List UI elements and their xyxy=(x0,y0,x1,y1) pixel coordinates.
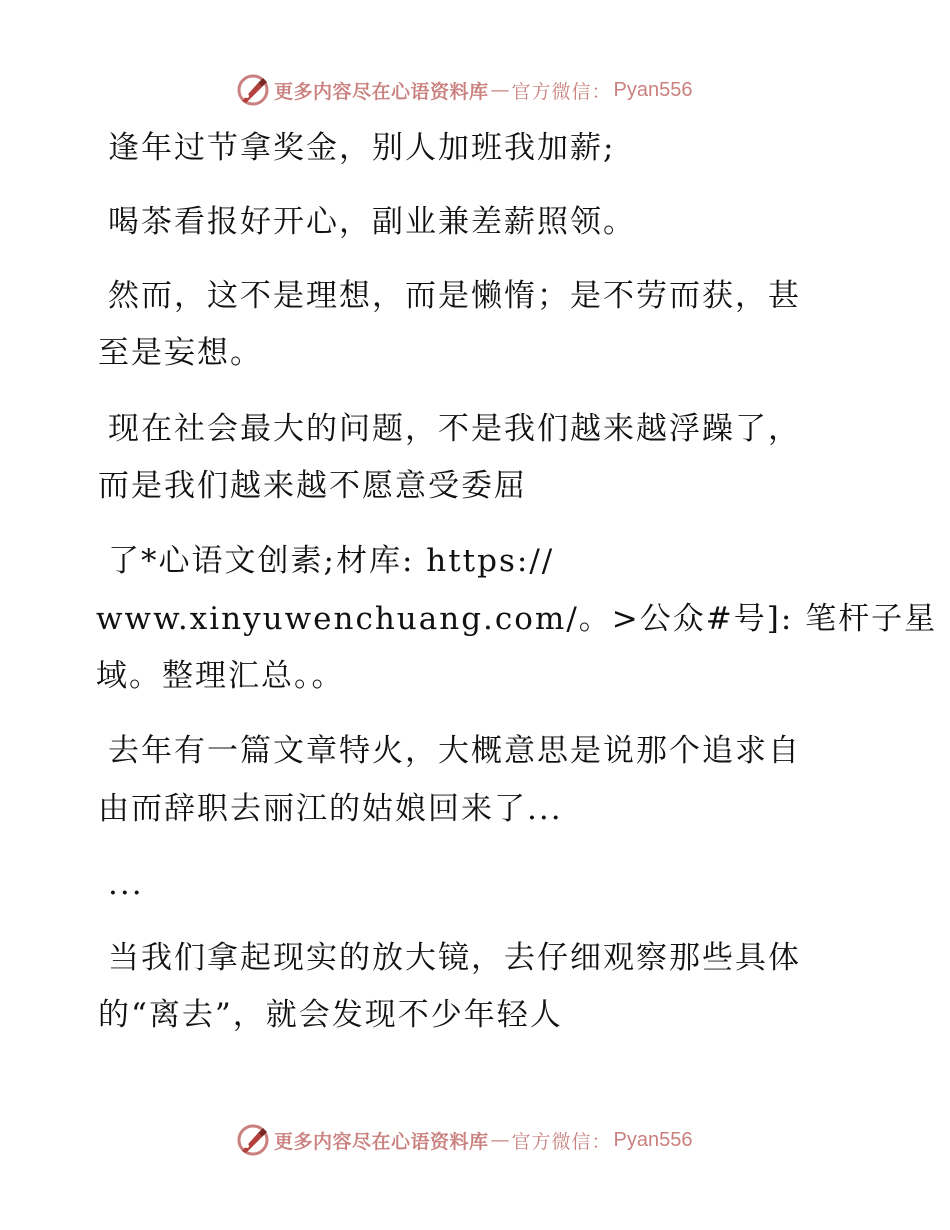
footer-watermark xyxy=(236,1122,716,1158)
text-line: 然而，这不是理想，而是懒惰；是不劳而获，甚 xyxy=(108,278,801,314)
header-wechat-id: Pyan556 xyxy=(613,78,693,101)
text-line: 现在社会最大的问题，不是我们越来越浮躁了， xyxy=(108,411,801,447)
header-watermark-text: 更多内容尽在心语资料库 xyxy=(274,80,489,103)
pen-logo-icon xyxy=(236,1123,270,1157)
footer-wechat-id: Pyan556 xyxy=(613,1128,693,1151)
header-watermark xyxy=(236,72,716,108)
header-wechat-label: 官方微信： xyxy=(511,80,612,103)
header-watermark-dash: — xyxy=(490,79,510,101)
text-line: www.xinyuwenchuang.com/。>公众#号]: 笔杆子星 xyxy=(96,601,938,637)
footer-wechat-label: 官方微信： xyxy=(511,1130,612,1153)
footer-watermark-dash: — xyxy=(490,1129,510,1151)
text-line: 至是妄想。 xyxy=(98,335,263,371)
text-line: 的“离去”，就会发现不少年轻人 xyxy=(98,997,563,1033)
text-line: 由而辞职去丽江的姑娘回来了... xyxy=(98,791,563,827)
text-line: 喝茶看报好开心，副业兼差薪照领。 xyxy=(108,204,636,240)
text-line: 当我们拿起现实的放大镜，去仔细观察那些具体 xyxy=(108,940,801,976)
pen-logo-icon xyxy=(236,73,270,107)
text-line: 逢年过节拿奖金，别人加班我加薪; xyxy=(108,130,616,166)
footer-watermark-text: 更多内容尽在心语资料库 xyxy=(274,1130,489,1153)
text-line: 了*心语文创素;材库: https:// xyxy=(108,543,555,579)
text-line: 去年有一篇文章特火，大概意思是说那个追求自 xyxy=(108,733,801,769)
text-line: 而是我们越来越不愿意受委屈 xyxy=(98,468,527,504)
text-line: 域。整理汇总。。 xyxy=(96,658,345,694)
text-line: ... xyxy=(108,866,144,902)
